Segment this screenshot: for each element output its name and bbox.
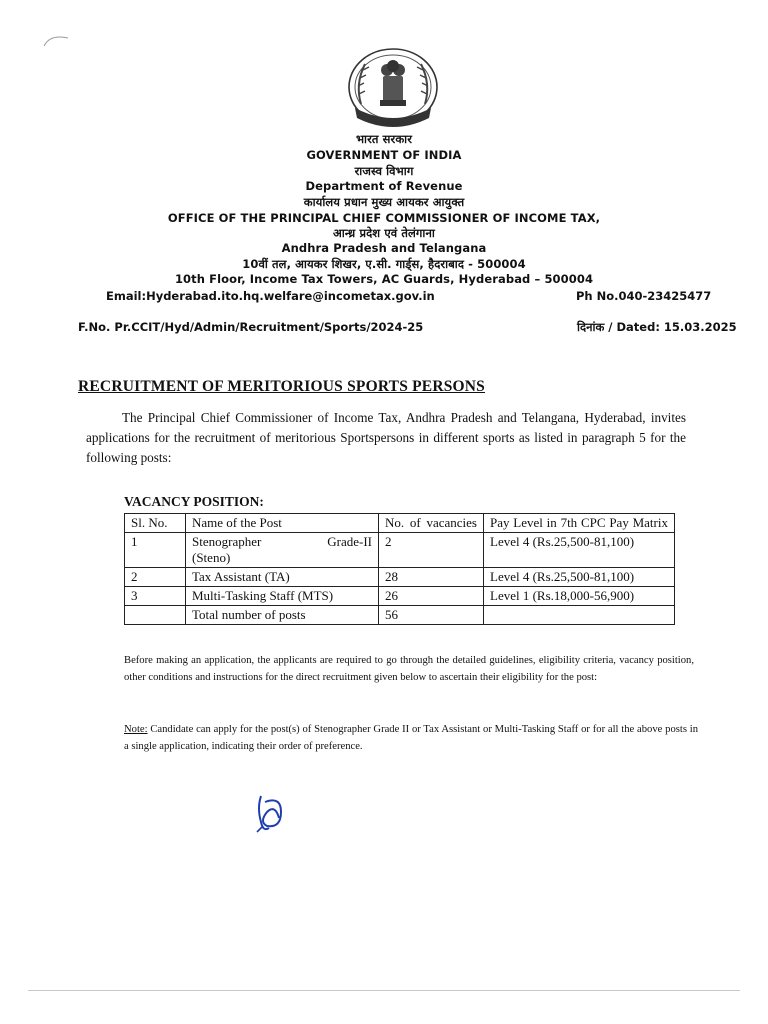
cell-sl: 2: [125, 568, 186, 587]
cell-post-line1: Stenographer Grade-II: [192, 534, 372, 549]
header-dept-revenue: Department of Revenue: [305, 179, 463, 193]
note-paragraph: [124, 721, 698, 755]
header-state: Andhra Pradesh and Telangana: [281, 241, 487, 255]
cell-count: 26: [379, 587, 484, 606]
col-header-vacancies: No. of vacancies: [379, 514, 484, 533]
cell-sl: 1: [125, 533, 186, 568]
header-office: OFFICE OF THE PRINCIPAL CHIEF COMMISSIONER OF INCOME TAX,: [167, 211, 601, 225]
intro-paragraph: [86, 408, 686, 468]
corner-mark-icon: [42, 32, 72, 48]
guidelines-paragraph: Before making an application, the applicants are required to go through the detailed guidelines, eligibility criteria, vacancy position, other conditions and instructions for the direct recruitment given below to ascertain their eligibility for the post:: [124, 655, 694, 683]
cell-pay: Level 1 (Rs.18,000-56,900): [484, 587, 675, 606]
table-total-row: [125, 606, 675, 625]
header-hindi-govt: भारत सरकार: [355, 132, 413, 146]
cell-post: [186, 533, 379, 568]
col-header-post: Name of the Post: [186, 514, 379, 533]
vacancy-table: [124, 513, 675, 625]
table-row: [125, 587, 675, 606]
cell-pay: Level 4 (Rs.25,500-81,100): [484, 568, 675, 587]
table-row: [125, 533, 675, 568]
cell-pay: Level 4 (Rs.25,500-81,100): [484, 533, 675, 568]
header-hindi-revenue: राजस्व विभाग: [354, 164, 414, 178]
header-govt-of-india: GOVERNMENT OF INDIA: [306, 148, 462, 162]
cell-count: 28: [379, 568, 484, 587]
col-header-pay: Pay Level in 7th CPC Pay Matrix: [484, 514, 675, 533]
note-label: Note:: [124, 724, 148, 735]
header-hindi-address: 10वीं तल, आयकर शिखर, ए.सी. गार्ड्स, हैदराबाद - 500004: [242, 257, 526, 271]
note-text: Candidate can apply for the post(s) of Stenographer Grade II or Tax Assistant or Multi-Tasking Staff or for all the above posts in a single application, indicating their order of preference.: [124, 724, 698, 752]
page-bottom-line: [28, 990, 740, 991]
vacancy-heading: VACANCY POSITION:: [124, 494, 264, 509]
cell-count: 2: [379, 533, 484, 568]
table-row: [125, 568, 675, 587]
header-phone: Ph No.040-23425477: [576, 289, 712, 303]
header-hindi-office: कार्यालय प्रधान मुख्य आयकर आयुक्त: [303, 195, 465, 209]
table-header-row: [125, 514, 675, 533]
cell-pay-empty: [484, 606, 675, 625]
header-address: 10th Floor, Income Tax Towers, AC Guards, Hyderabad – 500004: [174, 272, 594, 286]
cell-total-count: 56: [379, 606, 484, 625]
file-number: F.No. Pr.CCIT/Hyd/Admin/Recruitment/Sports/2024-25: [78, 320, 424, 334]
header-email[interactable]: Email:Hyderabad.ito.hq.welfare@incometax.gov.in: [106, 289, 435, 303]
signature-icon: [247, 788, 297, 838]
cell-total-label: Total number of posts: [186, 606, 379, 625]
dated: दिनांक / Dated: 15.03.2025: [577, 320, 737, 334]
intro-text: The Principal Chief Commissioner of Income Tax, Andhra Pradesh and Telangana, Hyderabad, invites applications for the recruitment of meritorious Sportspersons in different sports as listed in paragraph 5 for the following posts:: [86, 410, 686, 465]
header-hindi-state: आन्ध्र प्रदेश एवं तेलंगाना: [333, 226, 435, 240]
cell-sl: 3: [125, 587, 186, 606]
cell-post: Multi-Tasking Staff (MTS): [186, 587, 379, 606]
cell-post: Tax Assistant (TA): [186, 568, 379, 587]
page-title: RECRUITMENT OF MERITORIOUS SPORTS PERSONS: [78, 378, 485, 395]
cell-post-line2: (Steno): [192, 550, 231, 565]
emblem-seal-icon: [345, 44, 441, 130]
col-header-sl: Sl. No.: [125, 514, 186, 533]
cell-sl-empty: [125, 606, 186, 625]
